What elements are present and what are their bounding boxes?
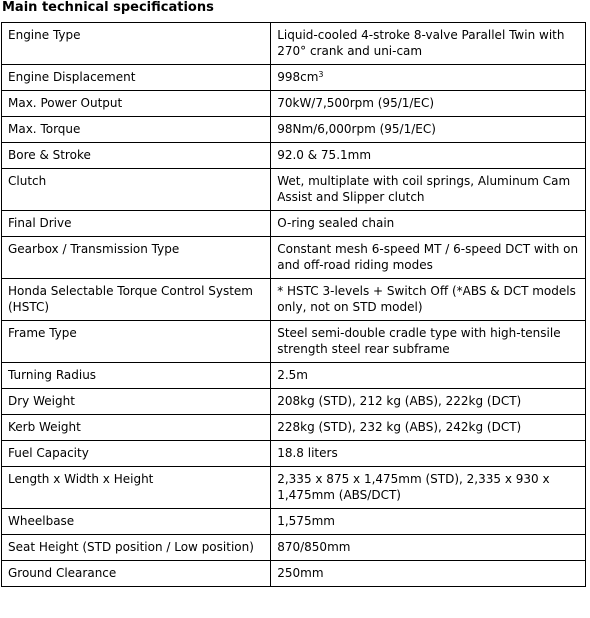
spec-value: 2,335 x 875 x 1,475mm (STD), 2,335 x 930 x 1,475mm (ABS/DCT): [271, 467, 586, 509]
spec-name: Gearbox / Transmission Type: [2, 237, 271, 279]
spec-value: 228kg (STD), 232 kg (ABS), 242kg (DCT): [271, 415, 586, 441]
page-title: Main technical specifications: [2, 0, 214, 15]
table-row: [2, 169, 586, 211]
spec-value: Constant mesh 6-speed MT / 6-speed DCT with on and off-road riding modes: [271, 237, 586, 279]
table-row: [2, 535, 586, 561]
table-row: [2, 389, 586, 415]
spec-name: Max. Torque: [2, 117, 271, 143]
spec-value: [271, 65, 586, 91]
table-row: [2, 237, 586, 279]
spec-value: * HSTC 3-levels + Switch Off (*ABS & DCT models only, not on STD model): [271, 279, 586, 321]
spec-value: Steel semi-double cradle type with high-tensile strength steel rear subframe: [271, 321, 586, 363]
spec-value: 1,575mm: [271, 509, 586, 535]
table-row: [2, 509, 586, 535]
spec-value: 870/850mm: [271, 535, 586, 561]
spec-value: 98Nm/6,000rpm (95/1/EC): [271, 117, 586, 143]
table-row: [2, 321, 586, 363]
table-row: [2, 467, 586, 509]
spec-name: Clutch: [2, 169, 271, 211]
spec-value: 92.0 & 75.1mm: [271, 143, 586, 169]
table-row: [2, 279, 586, 321]
spec-name: Bore & Stroke: [2, 143, 271, 169]
spec-name: Fuel Capacity: [2, 441, 271, 467]
spec-name: Final Drive: [2, 211, 271, 237]
table-row: [2, 211, 586, 237]
table-row: [2, 363, 586, 389]
table-row: [2, 143, 586, 169]
spec-value: 18.8 liters: [271, 441, 586, 467]
spec-name: Turning Radius: [2, 363, 271, 389]
spec-value: O-ring sealed chain: [271, 211, 586, 237]
spec-name: Kerb Weight: [2, 415, 271, 441]
spec-name: Engine Type: [2, 23, 271, 65]
spec-value: Liquid-cooled 4-stroke 8-valve Parallel Twin with 270° crank and uni-cam: [271, 23, 586, 65]
spec-value: 2.5m: [271, 363, 586, 389]
spec-name: Max. Power Output: [2, 91, 271, 117]
spec-value: Wet, multiplate with coil springs, Aluminum Cam Assist and Slipper clutch: [271, 169, 586, 211]
spec-value: 208kg (STD), 212 kg (ABS), 222kg (DCT): [271, 389, 586, 415]
spec-name: Frame Type: [2, 321, 271, 363]
spec-name: Wheelbase: [2, 509, 271, 535]
table-row: [2, 441, 586, 467]
table-row: [2, 23, 586, 65]
spec-value: 70kW/7,500rpm (95/1/EC): [271, 91, 586, 117]
spec-name: Honda Selectable Torque Control System (HSTC): [2, 279, 271, 321]
spec-name: Seat Height (STD position / Low position): [2, 535, 271, 561]
spec-name: Ground Clearance: [2, 561, 271, 587]
spec-name: Length x Width x Height: [2, 467, 271, 509]
table-row: [2, 415, 586, 441]
spec-table: [1, 22, 586, 587]
table-row: [2, 117, 586, 143]
table-row: [2, 65, 586, 91]
table-row: [2, 91, 586, 117]
superscript: 3: [318, 70, 324, 79]
spec-value: 250mm: [271, 561, 586, 587]
spec-name: Engine Displacement: [2, 65, 271, 91]
table-row: [2, 561, 586, 587]
spec-value-text: 998cm: [277, 70, 319, 84]
spec-name: Dry Weight: [2, 389, 271, 415]
